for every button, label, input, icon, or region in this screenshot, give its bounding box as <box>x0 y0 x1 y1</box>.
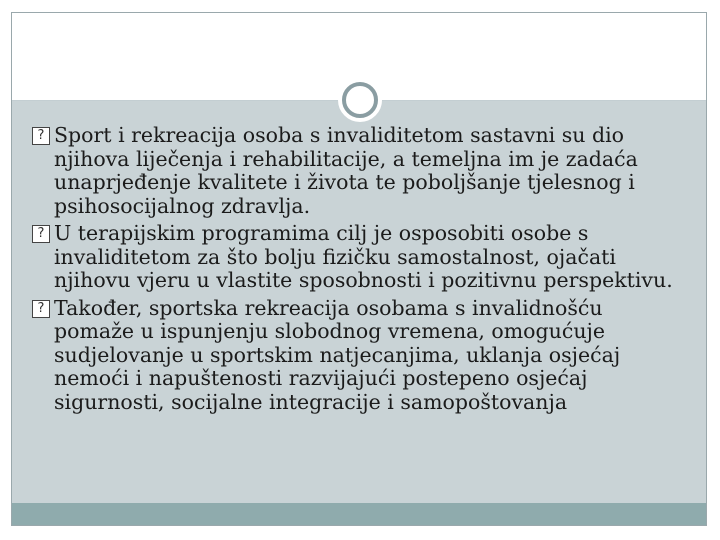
bullet-item <box>32 222 682 293</box>
ring-inner <box>342 82 378 118</box>
bullet-item <box>32 124 682 218</box>
bullet-list <box>32 124 682 418</box>
missing-glyph-box-icon: ? <box>32 127 50 145</box>
bullet-text: Također, sportska rekreacija osobama s invalidnošću pomaže u ispunjenju slobodnog vremena, omogućuje sudjelovanje u sportskim natjecanjima, uklanja osjećaj nemoći i napuštenosti razvijajući postepeno osjećaj sigurnosti, socijalne integracije i samopoštovanja <box>54 295 621 414</box>
missing-glyph-box-icon: ? <box>32 300 50 318</box>
bullet-text: U terapijskim programima cilj je osposobiti osobe s invaliditetom za što bolju fizičku samostalnost, ojačati njihovu vjeru u vlastite sposobnosti i pozitivnu perspektivu. <box>54 221 673 292</box>
missing-glyph-box-icon: ? <box>32 225 50 243</box>
decorative-ring-icon <box>338 78 382 122</box>
bullet-item <box>32 297 682 415</box>
footer-band <box>12 503 706 525</box>
bullet-text: Sport i rekreacija osoba s invaliditetom sastavni su dio njihova liječenja i rehabilitacije, a temeljna im je zadaća unaprjeđenje kvalitete i života te poboljšanje tjelesnog i psihosocijalnog zdravlja. <box>54 123 638 218</box>
